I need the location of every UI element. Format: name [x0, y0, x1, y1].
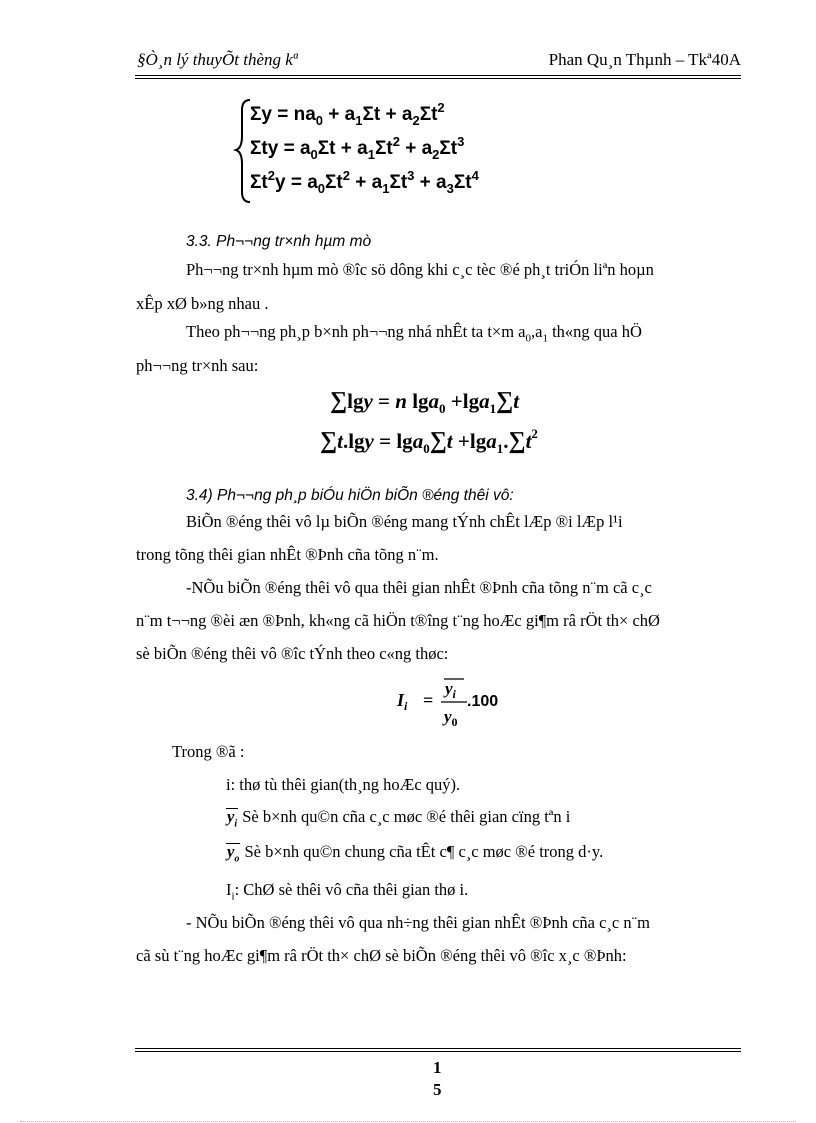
- definition-Ii: $I_i$: ChØ sè thêi vô cña thêi gian thø i.: [226, 880, 469, 903]
- section-3-3-heading: 3.3. Ph¬¬ng tr×nh hµm mò: [186, 233, 372, 250]
- svg-text:=: =: [423, 690, 434, 710]
- page-bottom-edge: [20, 1121, 796, 1122]
- svg-text:y0: $y_0$: [444, 707, 458, 729]
- formula-lg-1: ∑lgy = n lga$_0$ +lga$_1$∑t: [330, 388, 520, 416]
- section-3-4-para3-line2: cã sù t¨ng hoÆc gi¶m râ rÖt th× chØ sè biÕn ®éng thêi vô ®îc x¸c ®Þnh:: [136, 946, 627, 965]
- section-3-4-heading: 3.4) Ph¬¬ng ph¸p biÓu hiÖn biÕn ®éng thêi vô:: [186, 487, 514, 504]
- page-number-digit-2: 5: [433, 1080, 442, 1099]
- footer-rule: [135, 1051, 741, 1052]
- formula-Ii: [395, 672, 525, 732]
- svg-text:.100: .100: [467, 693, 499, 710]
- svg-text:yi: $y_i$: [445, 679, 456, 701]
- log-formulas: [320, 382, 590, 462]
- y0-bar-symbol: $y_o$: [226, 843, 240, 867]
- equation-system: [236, 96, 556, 206]
- section-3-4-para2-line1: -NÕu biÕn ®éng thêi vô qua thêi gian nhÊt ®Þnh cña tõng n¨m cã c¸c: [186, 578, 652, 597]
- definition-y0: $y_o$ Sè b×nh qu©n chung cña tÊt c¶ c¸c møc ®é trong d·y.: [226, 842, 603, 867]
- svg-text:Ii: $I_i$: [397, 690, 408, 713]
- header-author-right: Phan Qu¸n Thµnh – Tkª40A: [548, 50, 741, 69]
- yi-bar-symbol: $y_i$: [226, 808, 238, 832]
- section-3-4-para2-line2: n¨m t¬¬ng ®èi æn ®Þnh, kh«ng cã hiÖn t®îng t¨ng hoÆc gi¶m râ rÖt th× chØ: [136, 611, 660, 630]
- section-3-3-para2-line1: Theo ph¬¬ng ph¸p b×nh ph¬¬ng nhá nhÊt ta t×m $a_0,a_1$ th«ng qua hÖ: [186, 322, 642, 345]
- eq-line-3: $\Sigma t^2y = a_0\Sigma t^2 + a_1\Sigma t^3 + a_3\Sigma t^4$: [250, 168, 479, 196]
- formula-lg-2: $\sum t.\lg y = \lg a_0\sum t +\lg a_1.\sum t^2$: [320, 426, 538, 456]
- trong-do-label: Trong ®ã :: [172, 742, 245, 761]
- eq-line-2: $\Sigma ty = a_0\Sigma t + a_1\Sigma t^2 + a_2\Sigma t^3$: [250, 134, 465, 162]
- definition-i: i: thø tù thêi gian(th¸ng hoÆc quý).: [226, 775, 461, 794]
- footer-rule-thin: [135, 1048, 741, 1049]
- section-3-3-para2-line2: ph¬¬ng tr×nh sau:: [136, 356, 259, 375]
- section-3-4-para1-line1: BiÕn ®éng thêi vô lµ biÕn ®éng mang tÝnh chÊt lÆp ®i lÆp l¹i: [186, 512, 623, 531]
- header-title-left: §Ò¸n lý thuyÕt thèng kª: [137, 50, 298, 69]
- page-number-digit-1: 1: [433, 1058, 442, 1077]
- section-3-4-para2-line3: sè biÕn ®éng thêi vô ®îc tÝnh theo c«ng thøc:: [136, 644, 449, 663]
- definition-yi: $y_i$ Sè b×nh qu©n cña c¸c møc ®é thêi gian cïng tªn i: [226, 807, 570, 832]
- section-3-3-para1-line1: Ph¬¬ng tr×nh hµm mò ®îc sö dông khi c¸c tèc ®é ph¸t triÓn liªn hoµn: [186, 260, 654, 279]
- header-rule: [135, 75, 741, 76]
- section-3-3-para1-line2: xÊp xØ b»ng nhau .: [136, 294, 269, 313]
- header-rule-thin: [135, 78, 741, 79]
- section-3-4-para3-line1: - NÕu biÕn ®éng thêi vô qua nh÷ng thêi gian nhÊt ®Þnh cña c¸c n¨m: [186, 913, 650, 932]
- section-3-4-para1-line2: trong tõng thêi gian nhÊt ®Þnh cña tõng n¨m.: [136, 545, 439, 564]
- eq-line-1: $\Sigma y = na_0 + a_1\Sigma t + a_2\Sigma t^2$: [250, 100, 445, 128]
